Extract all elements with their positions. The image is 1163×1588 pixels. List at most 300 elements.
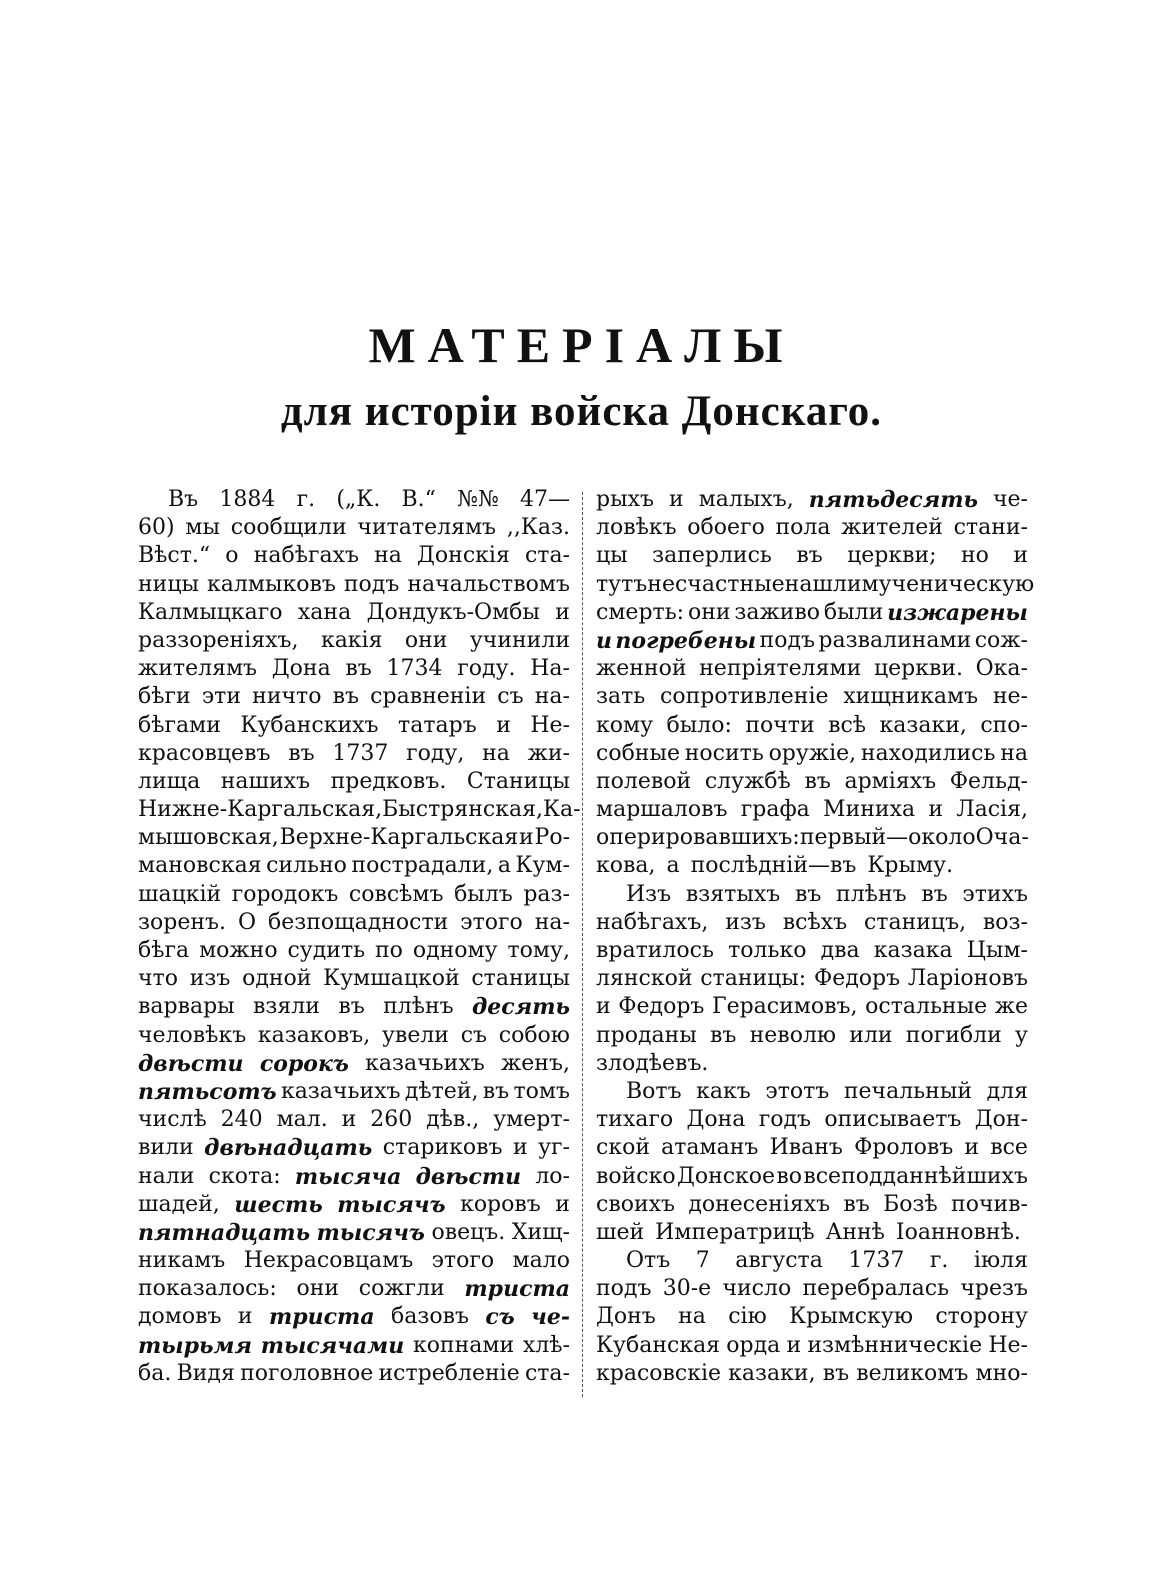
text-line: [596, 852, 1028, 880]
text-line: [596, 740, 1028, 768]
word: рыхъ: [596, 487, 654, 512]
word: полевой: [596, 768, 692, 794]
word: станицъ,: [863, 909, 967, 935]
word: совсѣмъ: [348, 881, 444, 907]
word: все: [990, 1135, 1028, 1161]
word: мно-: [975, 1360, 1028, 1386]
word: собные: [596, 740, 681, 766]
text-line: [138, 768, 570, 796]
word: они: [296, 1276, 340, 1302]
word: казаки,: [728, 1360, 816, 1386]
word: злодѣевъ.: [596, 1050, 709, 1076]
word: почти: [745, 712, 815, 738]
word: женной: [596, 656, 687, 682]
word: сообщили: [230, 515, 347, 541]
word: находились: [860, 740, 996, 766]
word: предковъ.: [330, 768, 447, 794]
word: мало: [512, 1248, 570, 1274]
text-line: [138, 1247, 570, 1275]
word: лянской: [596, 966, 693, 992]
text-line: [138, 1078, 570, 1106]
word: пострадали,: [351, 853, 494, 879]
word: великомъ: [856, 1360, 969, 1386]
word: изъ: [189, 966, 231, 992]
text-line: [138, 1134, 570, 1162]
word: вили: [138, 1135, 194, 1161]
word: Фроловъ: [854, 1135, 954, 1161]
word: красовскіе: [596, 1360, 722, 1386]
word: варвары: [138, 994, 235, 1020]
word: чрезъ: [960, 1276, 1028, 1302]
word: плѣнъ: [836, 881, 907, 907]
word: на: [482, 740, 510, 766]
word: сожгли: [358, 1276, 445, 1302]
document-title: МАТЕРІАЛЫ: [368, 317, 795, 373]
word: одной: [242, 966, 312, 992]
word: въ: [345, 656, 372, 682]
word: ской: [596, 1135, 650, 1161]
word: смерть:: [596, 599, 685, 625]
word: жи-: [527, 740, 570, 766]
word: шесть: [234, 1191, 323, 1218]
word: Въ: [168, 487, 199, 512]
word: проданы: [596, 1022, 697, 1048]
word: а: [497, 853, 511, 879]
word: и: [928, 797, 944, 823]
word: Кубанскихъ: [240, 712, 379, 738]
word: а: [666, 853, 680, 879]
right-text-column: [596, 486, 1035, 1388]
word: домовъ: [138, 1304, 222, 1330]
text-line: [596, 1050, 1028, 1078]
word: и: [519, 825, 534, 851]
word: 7: [695, 1248, 710, 1274]
word: какъ: [696, 1078, 751, 1104]
word: спо-: [980, 712, 1028, 738]
word: мал.: [276, 1107, 328, 1133]
word: Оча-: [975, 825, 1029, 851]
word: жителей: [841, 515, 943, 541]
word: подъ: [759, 627, 815, 653]
text-line: [138, 740, 570, 768]
word: №№: [457, 487, 499, 512]
word: атаманъ: [661, 1135, 759, 1161]
word: тысячъ: [316, 1219, 425, 1246]
word: г.: [929, 1248, 949, 1274]
word: всеподданнѣйшихъ: [803, 1163, 1028, 1189]
word: 1734: [386, 656, 443, 682]
word: на-: [534, 909, 570, 935]
word: Герасимовъ,: [712, 994, 858, 1020]
word: остальные: [865, 994, 988, 1020]
text-line: [138, 571, 570, 599]
word: копнами: [412, 1332, 515, 1358]
word: раз-: [523, 881, 570, 907]
word: че-: [992, 487, 1028, 512]
word: взятыхъ: [685, 881, 781, 907]
word: на: [678, 1304, 706, 1330]
word: безпощадности: [267, 909, 449, 935]
word: донесеніяхъ: [688, 1191, 831, 1217]
word: Іоанновнѣ.: [895, 1219, 1021, 1245]
word: число: [722, 1276, 792, 1302]
word: ничто: [252, 684, 322, 710]
text-line: [596, 824, 1028, 852]
text-line: [596, 1219, 1028, 1247]
word: церкви.: [873, 656, 963, 682]
text-line: [138, 796, 581, 824]
word: стариковъ: [382, 1135, 503, 1161]
word: умерт-: [493, 1107, 570, 1133]
word: хлѣ-: [522, 1332, 570, 1358]
word: во: [776, 1163, 803, 1189]
word: Донъ: [596, 1304, 656, 1330]
text-line: [596, 1106, 1028, 1134]
word: сож-: [974, 627, 1028, 653]
word: 1737: [332, 740, 389, 766]
word: ба.: [138, 1360, 172, 1386]
word: Бозѣ: [883, 1191, 938, 1217]
word: Видя: [176, 1360, 235, 1386]
word: хищникамъ: [843, 684, 979, 710]
word: же: [994, 994, 1028, 1020]
word: взяли: [253, 994, 320, 1020]
text-line: [596, 1247, 1028, 1275]
word: и: [555, 1191, 570, 1217]
word: бѣга: [138, 938, 190, 963]
word: бѣги: [138, 684, 191, 710]
word: уг-: [538, 1135, 570, 1161]
word: Кум-: [515, 853, 570, 879]
word: Ка-: [542, 797, 581, 823]
word: набѣгахъ,: [596, 909, 709, 935]
word: они: [404, 627, 448, 653]
word: городокъ: [231, 881, 339, 907]
word: на: [374, 543, 402, 569]
word: Ока-: [975, 656, 1028, 682]
word: Ро-: [534, 825, 570, 851]
word: женъ,: [501, 1050, 570, 1076]
word: войско: [596, 1163, 676, 1189]
text-line: [596, 683, 1028, 711]
text-line: [138, 514, 570, 542]
text-line: [596, 571, 1035, 599]
word: погибли: [905, 1022, 1002, 1048]
word: и: [596, 994, 611, 1020]
word: тихаго: [596, 1107, 674, 1133]
word: первый—около: [799, 825, 976, 851]
word: Цым-: [966, 938, 1028, 963]
word: съ: [497, 684, 524, 710]
word: Дона: [271, 656, 331, 682]
text-line: [596, 655, 1028, 683]
word: мышовская,: [138, 825, 279, 851]
word: десять: [472, 994, 570, 1021]
word: Калмыцкаго: [138, 599, 283, 625]
word: Верхне-Каргальская: [279, 825, 519, 851]
word: году.: [457, 656, 516, 682]
word: двѣнадцать: [204, 1135, 373, 1162]
text-line: [138, 881, 570, 909]
word: Аннѣ: [825, 1219, 885, 1245]
word: Донскія: [417, 543, 510, 569]
word: базовъ: [390, 1304, 469, 1330]
word: орда: [726, 1332, 781, 1358]
word: одному: [412, 938, 498, 963]
text-line: [596, 1332, 1028, 1360]
word: сію: [728, 1304, 767, 1330]
word: службѣ: [704, 768, 791, 794]
word: бѣгами: [138, 712, 221, 738]
word: два: [820, 938, 860, 963]
word: графа: [740, 797, 810, 823]
word: въ: [822, 1360, 850, 1386]
word: годъ: [758, 1107, 812, 1133]
text-line: [596, 1360, 1028, 1388]
left-text-column: [138, 486, 581, 1388]
word: триста: [268, 1304, 375, 1331]
text-line: [138, 1191, 570, 1219]
word: въ: [804, 768, 831, 794]
word: тысяча: [294, 1163, 402, 1190]
word: никамъ: [138, 1248, 226, 1274]
text-line: [596, 514, 1028, 542]
word: шей: [596, 1219, 645, 1245]
text-line: [596, 1022, 1028, 1050]
word: станицы: [471, 966, 570, 992]
word: обоего: [687, 515, 765, 541]
word: въ: [710, 1022, 737, 1048]
word: ста-: [524, 1360, 570, 1386]
word: тутъ: [596, 571, 648, 597]
text-line: [596, 965, 1028, 993]
word: эти: [201, 684, 242, 710]
word: этого: [431, 1248, 495, 1274]
word: были: [823, 599, 884, 625]
word: своихъ: [596, 1191, 676, 1217]
word: 30-е: [662, 1276, 712, 1302]
word: томъ: [513, 1078, 570, 1104]
text-line: [138, 683, 570, 711]
word: сторону: [935, 1304, 1028, 1330]
text-line: [138, 824, 570, 852]
word: и: [1013, 543, 1028, 569]
word: но: [960, 543, 989, 569]
word: татаръ: [398, 712, 477, 738]
word: истребленіе: [378, 1360, 520, 1386]
word: и: [964, 1135, 980, 1161]
word: съ: [460, 1022, 488, 1048]
word: заживо: [734, 599, 821, 625]
word: г.: [296, 487, 316, 512]
word: 240: [220, 1107, 263, 1133]
word: ловѣкъ: [596, 515, 677, 541]
word: судить: [287, 938, 366, 963]
text-line: [596, 1163, 1028, 1191]
word: заперлись: [652, 543, 772, 569]
word: учинили: [469, 627, 570, 653]
word: по: [375, 938, 403, 963]
word: погребены: [615, 627, 757, 654]
word: дѣтей,: [404, 1078, 479, 1104]
text-line: [596, 627, 1028, 655]
word: хана: [297, 599, 352, 625]
word: 1884: [219, 487, 276, 512]
word: На-: [530, 656, 570, 682]
word: Вотъ: [626, 1078, 682, 1104]
word: Дондукъ-Омбы: [366, 599, 540, 625]
word: только: [728, 938, 807, 963]
word: вратилось: [596, 938, 714, 963]
word: дѣв.,: [426, 1107, 480, 1133]
word: Нижне-Каргальская,: [138, 797, 383, 823]
word: Некрасовцамъ: [243, 1248, 414, 1274]
text-line: [138, 852, 570, 880]
word: о: [225, 543, 239, 569]
text-line: [138, 599, 570, 627]
word: и: [512, 1135, 528, 1161]
word: оружіе,: [768, 740, 857, 766]
word: 260: [370, 1107, 413, 1133]
text-line: [596, 542, 1028, 570]
word: тому,: [507, 938, 570, 963]
text-line: [596, 1078, 1028, 1106]
word: было:: [666, 712, 732, 738]
word: ницы: [138, 571, 199, 597]
word: цы: [596, 543, 628, 569]
text-line: [596, 1303, 1028, 1331]
word: воз-: [982, 909, 1028, 935]
word: въ: [796, 543, 823, 569]
word: въ: [332, 684, 360, 710]
word: пола: [775, 515, 831, 541]
word: въ: [288, 740, 315, 766]
word: тысячами: [260, 1332, 405, 1359]
word: церкви;: [847, 543, 937, 569]
word: казаки,: [879, 712, 967, 738]
word: послѣдній—въ: [690, 853, 857, 879]
word: станицы:: [700, 966, 807, 992]
word: на-: [534, 684, 570, 710]
text-line: [138, 627, 570, 655]
word: Не-: [530, 712, 570, 738]
word: Не-: [988, 1332, 1028, 1358]
word: кому: [596, 712, 654, 738]
word: и: [496, 712, 511, 738]
word: шадей,: [138, 1191, 220, 1217]
word: мы: [185, 515, 220, 541]
word: изъ: [725, 909, 766, 935]
word: начальствомъ: [407, 571, 570, 597]
word: поголовное: [240, 1360, 374, 1386]
word: былъ: [454, 881, 513, 907]
word: измѣнническіе: [807, 1332, 983, 1358]
word: сорокъ: [259, 1050, 349, 1077]
word: подъ: [596, 1276, 652, 1302]
text-line: [138, 1219, 570, 1247]
word: нали: [138, 1163, 195, 1189]
document-subtitle: для исторіи войска Донскаго.: [280, 388, 883, 435]
word: въ: [843, 1191, 870, 1217]
word: этотъ: [765, 1078, 830, 1104]
word: іюля: [973, 1248, 1028, 1274]
word: не-: [992, 684, 1028, 710]
word: 60): [138, 515, 175, 541]
word: или: [849, 1022, 893, 1048]
word: можно: [199, 938, 278, 963]
word: Крымскую: [789, 1304, 913, 1330]
word: калмыковъ: [207, 571, 336, 597]
word: тысячъ: [337, 1191, 446, 1218]
word: нашли: [784, 571, 862, 597]
text-line: [138, 1022, 570, 1050]
word: („К.: [336, 487, 381, 512]
word: ,,Каз.: [506, 515, 570, 541]
word: всѣ: [828, 712, 867, 738]
word: раззореніяхъ,: [138, 627, 299, 653]
word: Кумшацкой: [323, 966, 460, 992]
text-line: [138, 965, 570, 993]
word: жителямъ: [138, 656, 258, 682]
word: В.“: [401, 487, 436, 512]
word: красовцевъ: [138, 740, 271, 766]
word: казачьихъ: [365, 1050, 485, 1076]
word: 47—: [519, 487, 570, 512]
word: и: [786, 1332, 802, 1358]
word: печальный: [843, 1078, 972, 1104]
word: Дона: [686, 1107, 746, 1133]
word: человѣкъ: [138, 1022, 247, 1048]
text-line: [138, 1303, 570, 1331]
word: Кубанская: [596, 1332, 721, 1358]
word: казака: [873, 938, 953, 963]
word: коровъ: [460, 1191, 541, 1217]
word: 1737: [848, 1248, 905, 1274]
word: перебралась: [802, 1276, 950, 1302]
word: мановская: [138, 853, 262, 879]
word: несчастные: [647, 571, 785, 597]
word: всѣхъ: [782, 909, 848, 935]
word: лища: [138, 768, 201, 794]
word: для: [986, 1078, 1028, 1104]
word: Донское: [676, 1163, 776, 1189]
word: Изъ: [626, 881, 672, 907]
word: описываетъ: [824, 1107, 962, 1133]
word: съ: [485, 1304, 515, 1331]
word: пятнадцать: [138, 1219, 311, 1246]
word: зать: [596, 684, 646, 710]
column-divider: [582, 492, 583, 1397]
word: они: [687, 599, 731, 625]
word: плѣнъ: [383, 994, 454, 1020]
word: на: [1000, 740, 1028, 766]
word: изжарены: [887, 599, 1028, 626]
word: двѣсти: [415, 1163, 522, 1190]
word: подъ: [343, 571, 400, 597]
word: нашихъ: [220, 768, 311, 794]
word: и: [555, 599, 570, 625]
word: Федоръ: [813, 966, 901, 992]
word: арміяхъ: [844, 768, 937, 794]
text-line: [596, 1134, 1028, 1162]
word: Федоръ: [618, 994, 705, 1020]
word: Иванъ: [769, 1135, 843, 1161]
text-line: [138, 1163, 570, 1191]
word: августа: [735, 1248, 823, 1274]
text-line: [138, 712, 570, 740]
word: стани-: [953, 515, 1028, 541]
word: въ: [794, 881, 822, 907]
